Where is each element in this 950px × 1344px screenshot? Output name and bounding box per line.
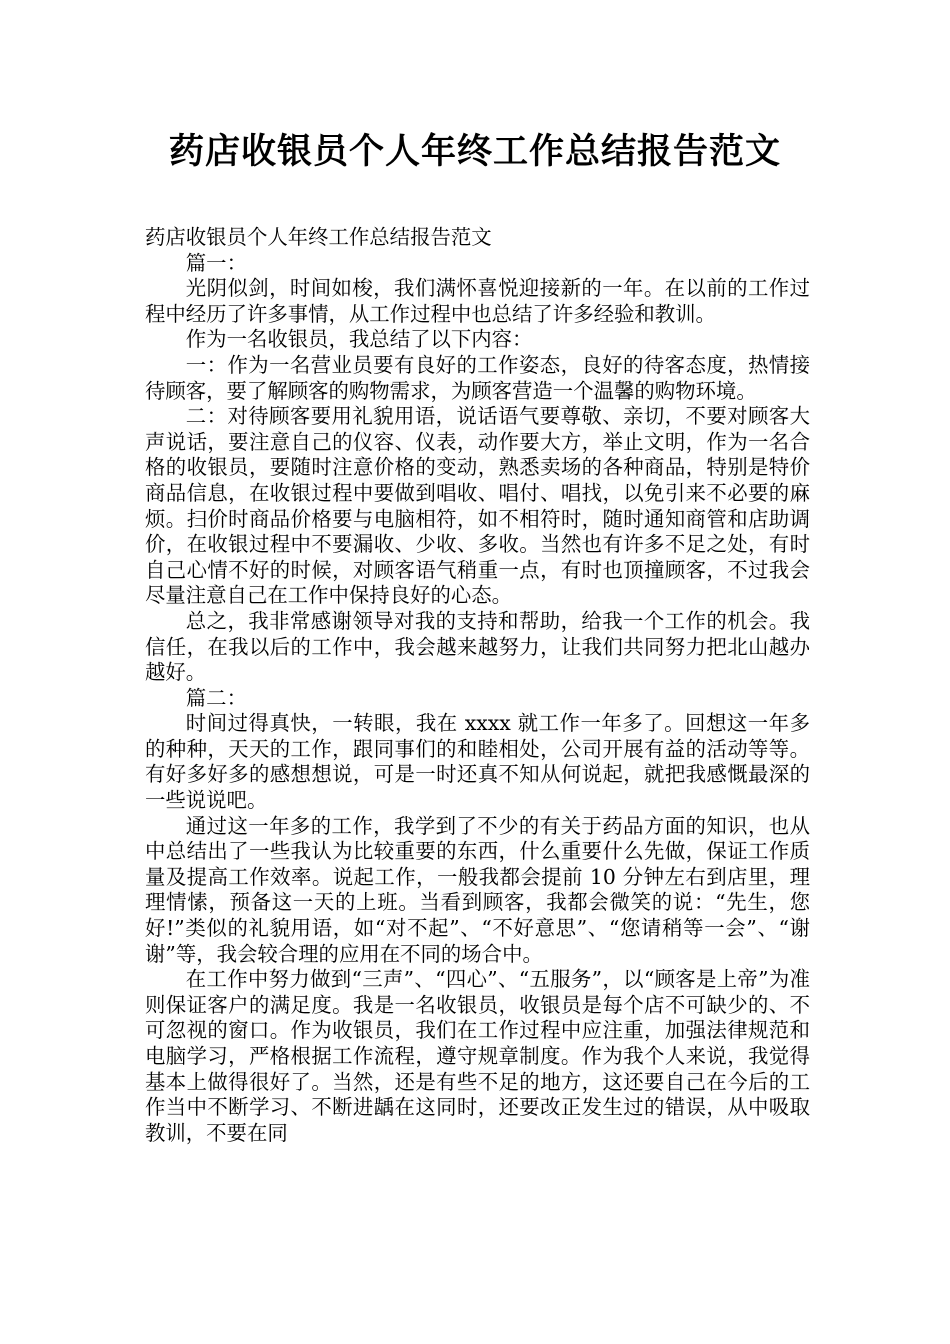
section-heading-1: 篇一： <box>185 250 247 275</box>
document-subtitle: 药店收银员个人年终工作总结报告范文 <box>145 225 492 249</box>
document-title: 药店收银员个人年终工作总结报告范文 <box>168 132 781 172</box>
paragraph: 时间过得真快，一转眼，我在 xxxx 就工作一年多了。回想这一年多的种种，天天的工作，跟同事们的和睦相处，公司开展有益的活动等等。有好多好多的感想想说，可是一时还真不知从何说起，就把我感慨最深的一些说说吧。 <box>145 711 810 813</box>
paragraph: 通过这一年多的工作，我学到了不少的有关于药品方面的知识，也从中总结出了一些我认为比较重要的东西，什么重要什么先做，保证工作质量及提高工作效率。说起工作，一般我都会提前 10 分钟左右到店里，理理情愫，预备这一天的上班。当看到顾客，我都会微笑的说：“先生，您好!”类似的礼貌用语，如“对不起”、“不好意思”、“您请稍等一会”、“谢谢”等，我会较合理的应用在不同的场合中。 <box>145 813 810 966</box>
document-body <box>145 225 810 1146</box>
paragraph: 一：作为一名营业员要有良好的工作姿态，良好的待客态度，热情接待顾客，要了解顾客的购物需求，为顾客营造一个温馨的购物环境。 <box>145 352 810 403</box>
section-heading-2: 篇二： <box>185 685 247 710</box>
paragraph: 作为一名收银员，我总结了以下内容： <box>185 327 533 352</box>
paragraph: 在工作中努力做到“三声”、“四心”、“五服务”，以“顾客是上帝”为准则保证客户的满足度。我是一名收银员，收银员是每个店不可缺少的、不可忽视的窗口。作为收银员，我们在工作过程中应注重，加强法律规范和电脑学习，严格根据工作流程，遵守规章制度。作为我个人来说，我觉得基本上做得很好了。当然，还是有些不足的地方，这还要自己在今后的工作当中不断学习、不断进龋在这同时，还要改正发生过的错误，从中吸取教训，不要在同 <box>145 967 810 1145</box>
paragraph: 光阴似剑，时间如梭，我们满怀喜悦迎接新的一年。在以前的工作过程中经历了许多事情，从工作过程中也总结了许多经验和教训。 <box>145 276 810 326</box>
paragraph: 总之，我非常感谢领导对我的支持和帮助，给我一个工作的机会。我信任，在我以后的工作中，我会越来越努力，让我们共同努力把北山越办越好。 <box>145 608 810 685</box>
paragraph: 二：对待顾客要用礼貌用语，说话语气要尊敬、亲切，不要对顾客大声说话，要注意自己的仪容、仪表，动作要大方，举止文明，作为一名合格的收银员，要随时注意价格的变动，熟悉卖场的各种商品，特别是特价商品信息，在收银过程中要做到唱收、唱付、唱找，以免引来不必要的麻烦。扫价时商品价格要与电脑相符，如不相符时，随时通知商管和店助调价，在收银过程中不要漏收、少收、多收。当然也有许多不足之处，有时自己心情不好的时候，对顾客语气稍重一点，有时也顶撞顾客，不过我会尽量注意自己在工作中保持良好的心态。 <box>145 404 810 608</box>
